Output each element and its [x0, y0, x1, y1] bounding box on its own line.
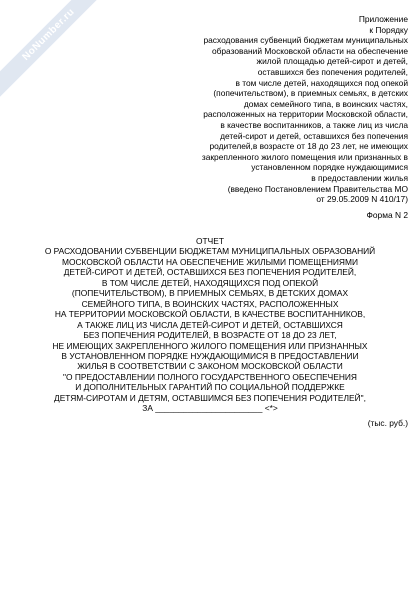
- appendix-line: в том числе детей, находящихся под опекой: [235, 77, 408, 88]
- report-title-line: В УСТАНОВЛЕННОМ ПОРЯДКЕ НУЖДАЮЩИМИСЯ В ПРЕДОСТАВЛЕНИИ: [61, 350, 359, 361]
- report-title-line: (ПОПЕЧИТЕЛЬСТВОМ), В ПРИЕМНЫХ СЕМЬЯХ, В ДЕТСКИХ ДОМАХ: [71, 288, 349, 299]
- appendix-line: расходования субвенций бюджетам муниципальных: [203, 35, 408, 46]
- appendix-line: в предоставлении жилья: [311, 172, 408, 183]
- report-title-line: БЕЗ ПОПЕЧЕНИЯ РОДИТЕЛЕЙ, В ВОЗРАСТЕ ОТ 18 ДО 23 ЛЕТ,: [83, 330, 337, 341]
- report-title-line: СЕМЕЙНОГО ТИПА, В ВОИНСКИХ ЧАСТЯХ, РАСПОЛОЖЕННЫХ: [81, 298, 339, 309]
- watermark: [0, 0, 120, 120]
- report-title: [0, 236, 420, 414]
- appendix-line: детей-сирот и детей, оставшихся без попечения: [220, 130, 408, 141]
- report-title-line: И ДОПОЛНИТЕЛЬНЫХ ГАРАНТИЙ ПО СОЦИАЛЬНОЙ ПОДДЕРЖКЕ: [75, 382, 345, 393]
- appendix-line: родителей,в возрасте от 18 до 23 лет, не имеющих: [209, 141, 408, 152]
- appendix-line: в качестве воспитанников, а также лиц из числа: [220, 119, 408, 130]
- report-title-line: "О ПРЕДОСТАВЛЕНИИ ПОЛНОГО ГОСУДАРСТВЕННОГО ОБЕСПЕЧЕНИЯ: [63, 371, 357, 382]
- report-title-line: ДЕТЕЙ-СИРОТ И ДЕТЕЙ, ОСТАВШИХСЯ БЕЗ ПОПЕЧЕНИЯ РОДИТЕЛЕЙ,: [63, 267, 357, 278]
- report-title-line: ЖИЛЬЯ В СООТВЕТСТВИИ С ЗАКОНОМ МОСКОВСКОЙ ОБЛАСТИ: [77, 361, 343, 372]
- watermark-ribbon: NoNumber.ru: [0, 0, 120, 109]
- form-number: Форма N 2: [366, 210, 408, 220]
- report-title-line: НЕ ИМЕЮЩИХ ЗАКРЕПЛЕННОГО ЖИЛОГО ПОМЕЩЕНИЯ ИЛИ ПРИЗНАННЫХ: [52, 340, 368, 351]
- appendix-line: (введено Постановлением Правительства МО: [227, 183, 408, 194]
- appendix-line: закрепленного жилого помещения или признанных в: [201, 151, 408, 162]
- report-title-line: МОСКОВСКОЙ ОБЛАСТИ НА ОБЕСПЕЧЕНИЕ ЖИЛЫМИ ПОМЕЩЕНИЯМИ: [62, 256, 358, 267]
- report-title-line: В ТОМ ЧИСЛЕ ДЕТЕЙ, НАХОДЯЩИХСЯ ПОД ОПЕКОЙ: [101, 277, 319, 288]
- appendix-line: Приложение: [358, 14, 408, 24]
- appendix-note: [148, 14, 408, 205]
- report-title-line: ДЕТЯМ-СИРОТАМ И ДЕТЯМ, ОСТАВШИМСЯ БЕЗ ПОПЕЧЕНИЯ РОДИТЕЛЕЙ",: [54, 392, 366, 403]
- report-title-line: НА ТЕРРИТОРИИ МОСКОВСКОЙ ОБЛАСТИ, В КАЧЕСТВЕ ВОСПИТАННИКОВ,: [54, 309, 366, 320]
- appendix-line: (попечительством), в приемных семьях, в детских: [213, 88, 408, 99]
- report-period-line: ЗА _______________________ <*>: [142, 403, 278, 414]
- report-title-line: А ТАКЖЕ ЛИЦ ИЗ ЧИСЛА ДЕТЕЙ-СИРОТ И ДЕТЕЙ, ОСТАВШИХСЯ: [77, 319, 343, 330]
- appendix-line: домах семейного типа, в воинских частях,: [243, 98, 408, 109]
- report-title-line: О РАСХОДОВАНИИ СУБВЕНЦИИ БЮДЖЕТАМ МУНИЦИПАЛЬНЫХ ОБРАЗОВАНИЙ: [44, 246, 376, 257]
- appendix-line: к Порядку: [369, 24, 408, 35]
- appendix-line: от 29.05.2009 N 410/17): [316, 194, 408, 205]
- report-heading: ОТЧЕТ: [196, 236, 224, 246]
- appendix-line: образований Московской области на обеспечение: [211, 45, 408, 56]
- appendix-line: жилой площадью детей-сирот и детей,: [256, 56, 408, 67]
- appendix-line: расположенных на территории Московской области,: [203, 109, 408, 120]
- appendix-line: оставшихся без попечения родителей,: [257, 66, 408, 77]
- appendix-line: установленном порядке нуждающимися: [251, 162, 408, 173]
- units-label: (тыс. руб.): [367, 418, 408, 428]
